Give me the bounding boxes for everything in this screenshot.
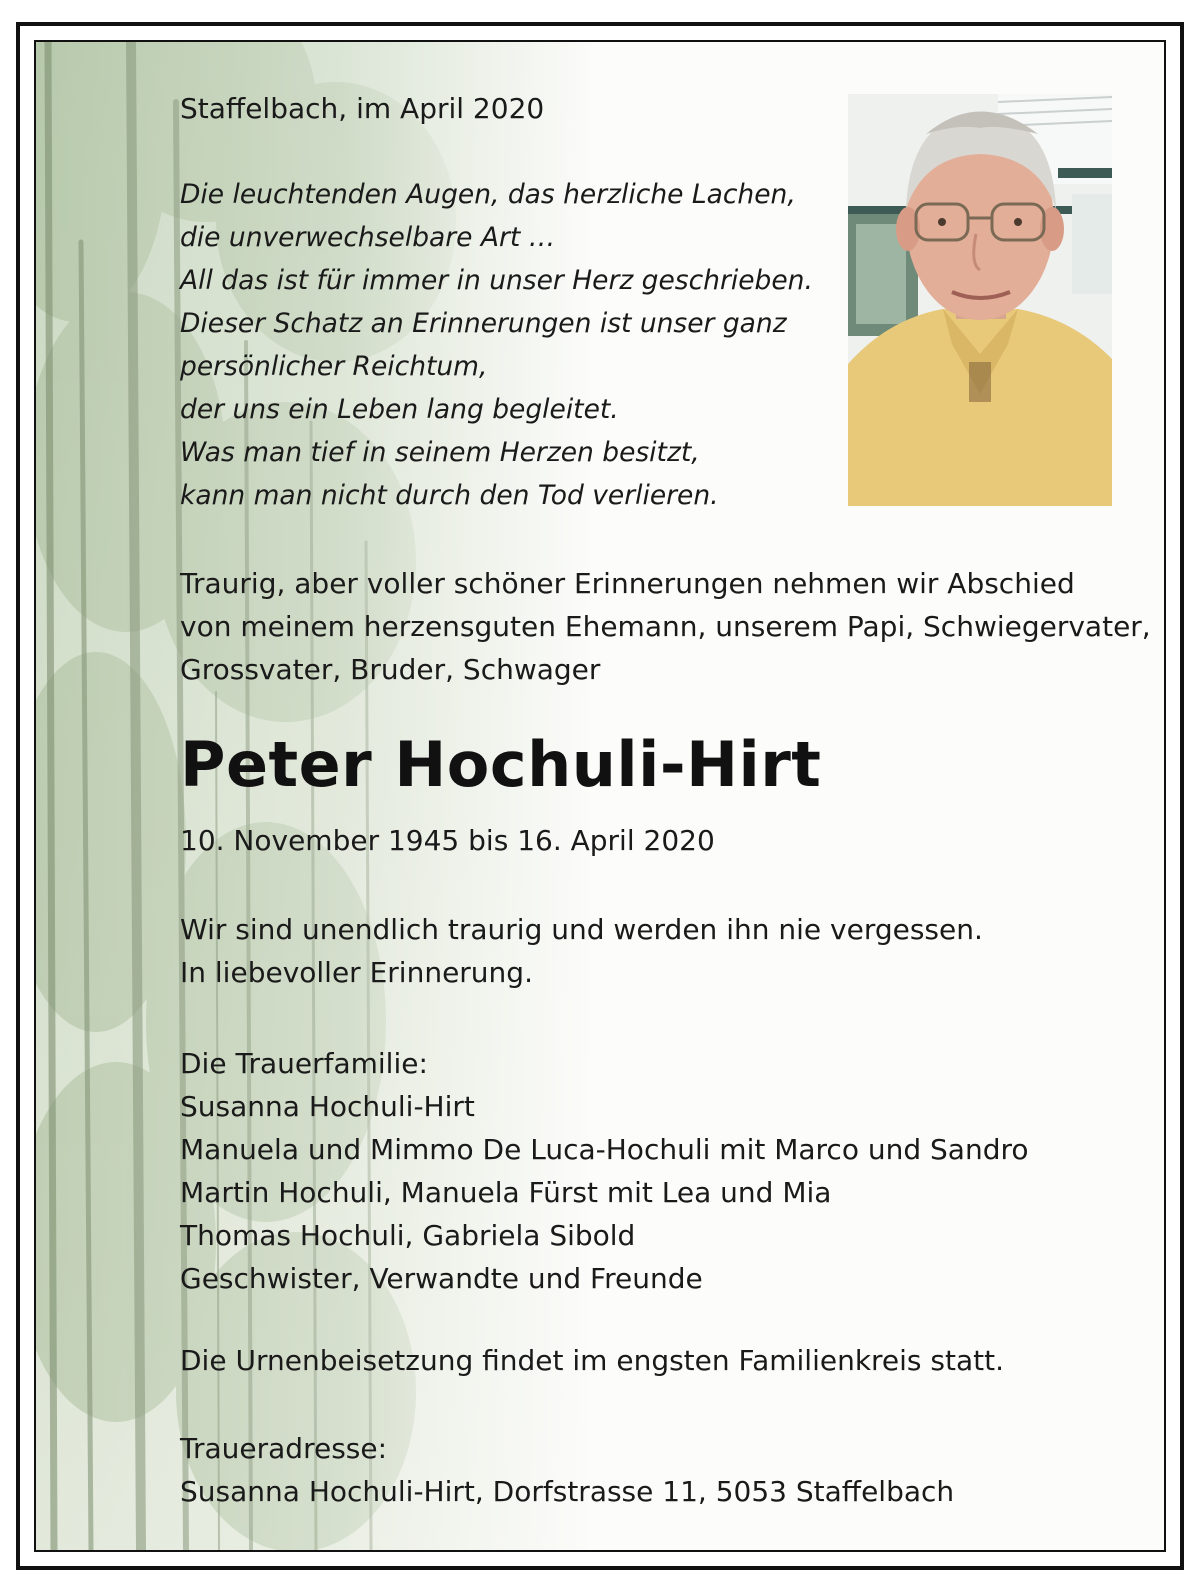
burial-note: Die Urnenbeisetzung findet im engsten Familienkreis statt.	[180, 1344, 1005, 1377]
family-line: Martin Hochuli, Manuela Fürst mit Lea und Mia	[180, 1176, 832, 1209]
family-line: Manuela und Mimmo De Luca-Hochuli mit Marco und Sandro	[180, 1133, 1029, 1166]
outer-frame	[16, 22, 1184, 1570]
closing-text	[180, 908, 983, 994]
inner-frame	[34, 40, 1166, 1552]
deceased-name: Peter Hochuli-Hirt	[180, 728, 822, 801]
closing-line: In liebevoller Erinnerung.	[180, 956, 533, 989]
intro-line: Grossvater, Bruder, Schwager	[180, 653, 601, 686]
address-heading: Traueradresse:	[180, 1432, 388, 1465]
life-dates: 10. November 1945 bis 16. April 2020	[180, 824, 715, 857]
poem-line: Die leuchtenden Augen, das herzliche Lachen,	[180, 179, 796, 210]
address-line: Susanna Hochuli-Hirt, Dorfstrasse 11, 5053 Staffelbach	[180, 1475, 955, 1508]
dateline: Staffelbach, im April 2020	[180, 92, 545, 125]
poem-line: Was man tief in seinem Herzen besitzt,	[180, 437, 700, 468]
family-list	[180, 1042, 1029, 1300]
poem-line: die unverwechselbare Art …	[180, 222, 556, 253]
intro-line: Traurig, aber voller schöner Erinnerungen nehmen wir Abschied	[180, 567, 1075, 600]
closing-line: Wir sind unendlich traurig und werden ihn nie vergessen.	[180, 913, 983, 946]
poem	[180, 173, 813, 517]
poem-line: kann man nicht durch den Tod verlieren.	[180, 480, 719, 511]
family-line: Susanna Hochuli-Hirt	[180, 1090, 475, 1123]
poem-line: der uns ein Leben lang begleitet.	[180, 394, 619, 425]
intro-text	[180, 562, 1151, 691]
poem-line: Dieser Schatz an Erinnerungen ist unser ganz	[180, 308, 787, 339]
mourning-address	[180, 1427, 954, 1513]
poem-line: All das ist für immer in unser Herz geschrieben.	[180, 265, 813, 296]
intro-line: von meinem herzensguten Ehemann, unserem Papi, Schwiegervater,	[180, 610, 1151, 643]
poem-line: persönlicher Reichtum,	[180, 351, 488, 382]
family-line: Thomas Hochuli, Gabriela Sibold	[180, 1219, 636, 1252]
family-heading: Die Trauerfamilie:	[180, 1047, 428, 1080]
portrait-photo	[848, 94, 1112, 506]
family-line: Geschwister, Verwandte und Freunde	[180, 1262, 703, 1295]
